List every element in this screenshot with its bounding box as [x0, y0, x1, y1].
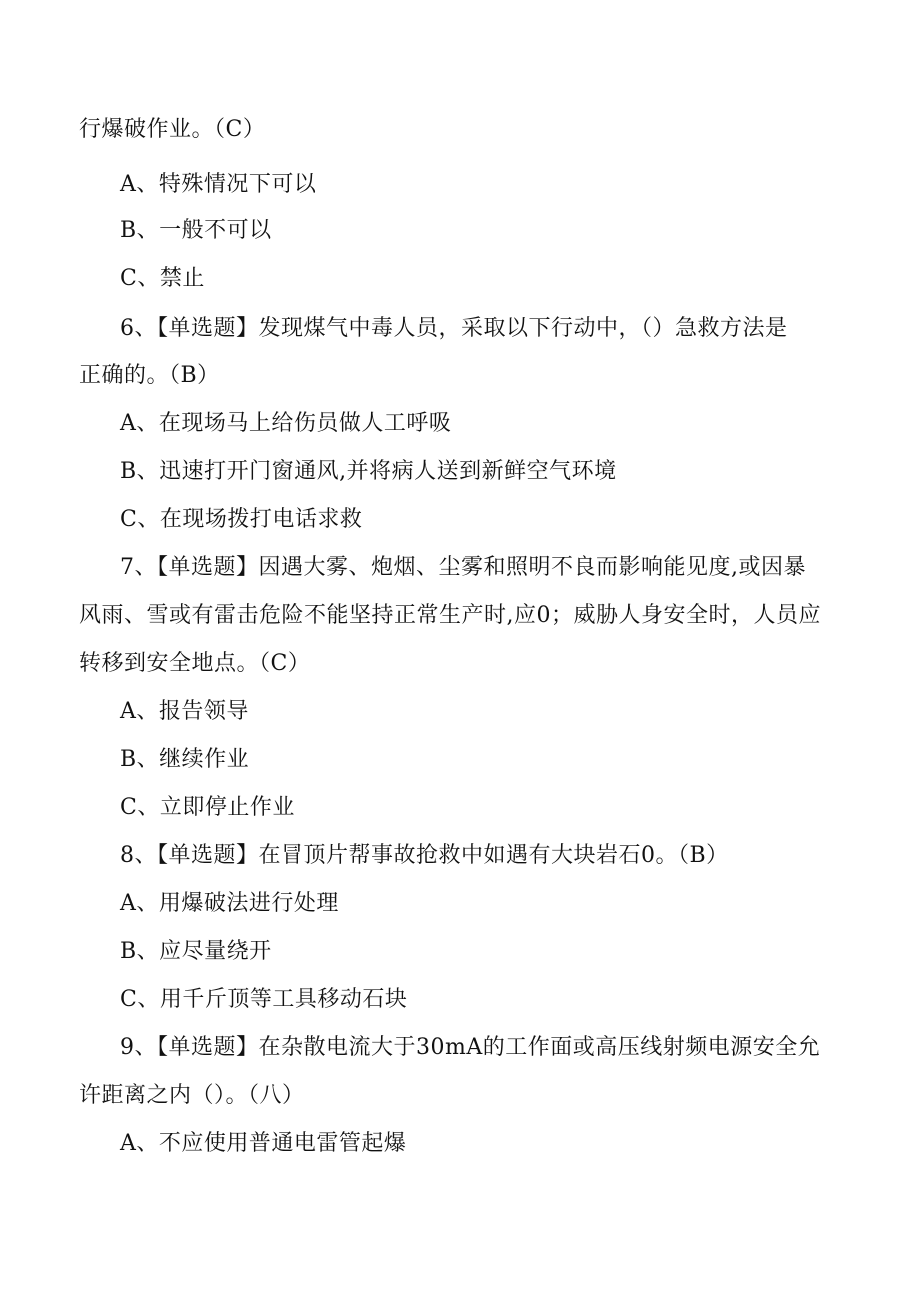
q9-option-a: A、不应使用普通电雷管起爆	[120, 1131, 407, 1156]
q6-option-a: A、在现场马上给伤员做人工呼吸	[120, 411, 452, 436]
q6-option-b: B、迅速打开门窗通风,并将病人送到新鲜空气环境	[120, 459, 617, 484]
question-9-stem-continuation: 许距离之内（）。（八）	[79, 1083, 305, 1108]
question-5-stem-continuation: 行爆破作业。（C）	[79, 117, 266, 142]
q7-option-b: B、继续作业	[120, 747, 250, 772]
q6-option-c: C、在现场拨打电话求救	[120, 507, 363, 532]
question-8-stem: 8、【单选题】在冒顶片帮事故抢救中如遇有大块岩石0。（B）	[120, 843, 729, 868]
question-7-stem-continuation-1: 风雨、雪或有雷击危险不能坚持正常生产时,应0；威胁人身安全时，人员应	[79, 603, 821, 628]
question-6-stem: 6、【单选题】发现煤气中毒人员，采取以下行动中，（）急救方法是	[120, 316, 788, 341]
q7-option-a: A、报告领导	[120, 699, 249, 724]
question-7-stem: 7、【单选题】因遇大雾、炮烟、尘雾和照明不良而影响能见度,或因暴	[120, 555, 806, 580]
q5-option-a: A、特殊情况下可以	[120, 172, 317, 197]
question-7-stem-continuation-2: 转移到安全地点。（C）	[79, 651, 311, 676]
q7-option-c: C、立即停止作业	[120, 795, 295, 820]
question-6-stem-continuation: 正确的。（B）	[79, 363, 220, 388]
q8-option-a: A、用爆破法进行处理	[120, 891, 339, 916]
q5-option-c: C、禁止	[120, 266, 205, 291]
q8-option-b: B、应尽量绕开	[120, 939, 272, 964]
q8-option-c: C、用千斤顶等工具移动石块	[120, 987, 408, 1012]
question-9-stem: 9、【单选题】在杂散电流大于30mA的工作面或高压线射频电源安全允	[120, 1035, 821, 1060]
q5-option-b: B、一般不可以	[120, 218, 272, 243]
